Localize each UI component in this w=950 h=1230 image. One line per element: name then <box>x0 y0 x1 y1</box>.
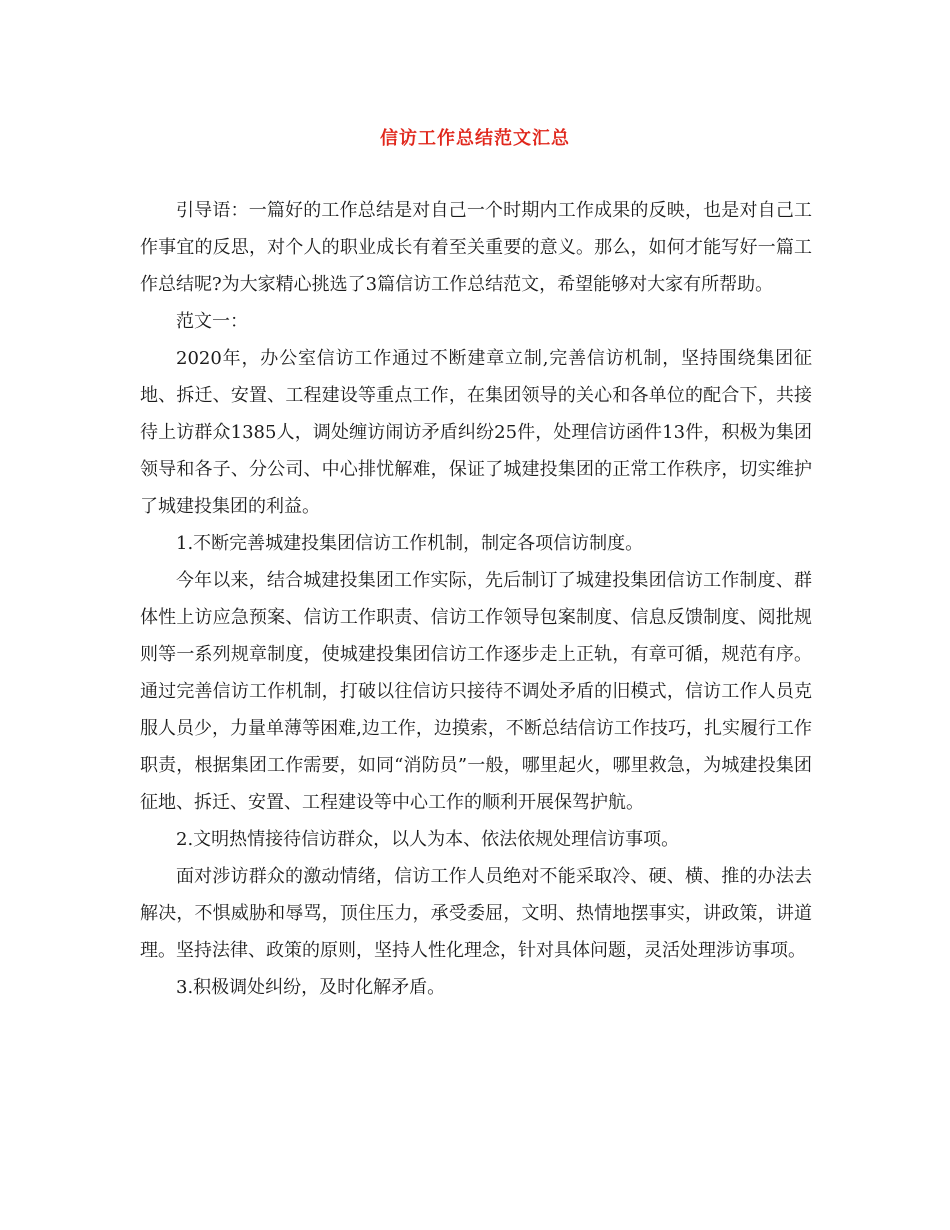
paragraph-summary-2020: 2020年，办公室信访工作通过不断建章立制,完善信访机制，坚持围绕集团征地、拆迁、安置、工程建设等重点工作，在集团领导的关心和各单位的配合下，共接待上访群众1385人，调处缠访闹访矛盾纠纷25件，处理信访函件13件，积极为集团领导和各子、分公司、中心排忧解难，保证了城建投集团的正常工作秩序，切实维护了城建投集团的利益。 <box>140 348 812 517</box>
document-title: 信访工作总结范文汇总 <box>380 128 570 149</box>
paragraph-section-1-body: 今年以来，结合城建投集团工作实际，先后制订了城建投集团信访工作制度、群体性上访应急预案、信访工作职责、信访工作领导包案制度、信息反馈制度、阅批规则等一系列规章制度，使城建投集团信访工作逐步走上正轨，有章可循，规范有序。通过完善信访工作机制，打破以往信访只接待不调处矛盾的旧模式，信访工作人员克服人员少，力量单薄等困难,边工作，边摸索，不断总结信访工作技巧，扎实履行工作职责，根据集团工作需要，如同“消防员”一般，哪里起火，哪里救急，为城建投集团征地、拆迁、安置、工程建设等中心工作的顺利开展保驾护航。 <box>140 570 812 813</box>
paragraph-section-1-heading: 1.不断完善城建投集团信访工作机制，制定各项信访制度。 <box>176 533 644 554</box>
paragraph-sample-one-heading: 范文一： <box>176 311 248 332</box>
paragraph-section-3-heading: 3.积极调处纠纷，及时化解矛盾。 <box>176 977 446 998</box>
document-body <box>140 192 812 1006</box>
paragraph-section-2-heading: 2.文明热情接待信访群众，以人为本、依法依规处理信访事项。 <box>176 829 680 850</box>
paragraph-section-2-body: 面对涉访群众的激动情绪，信访工作人员绝对不能采取冷、硬、横、推的办法去解决，不惧威胁和辱骂，顶住压力，承受委屈，文明、热情地摆事实，讲政策，讲道理。坚持法律、政策的原则，坚持人性化理念，针对具体问题，灵活处理涉访事项。 <box>140 866 812 961</box>
paragraph-intro: 引导语：一篇好的工作总结是对自己一个时期内工作成果的反映，也是对自己工作事宜的反思，对个人的职业成长有着至关重要的意义。那么，如何才能写好一篇工作总结呢?为大家精心挑选了3篇信访工作总结范文，希望能够对大家有所帮助。 <box>140 200 812 295</box>
